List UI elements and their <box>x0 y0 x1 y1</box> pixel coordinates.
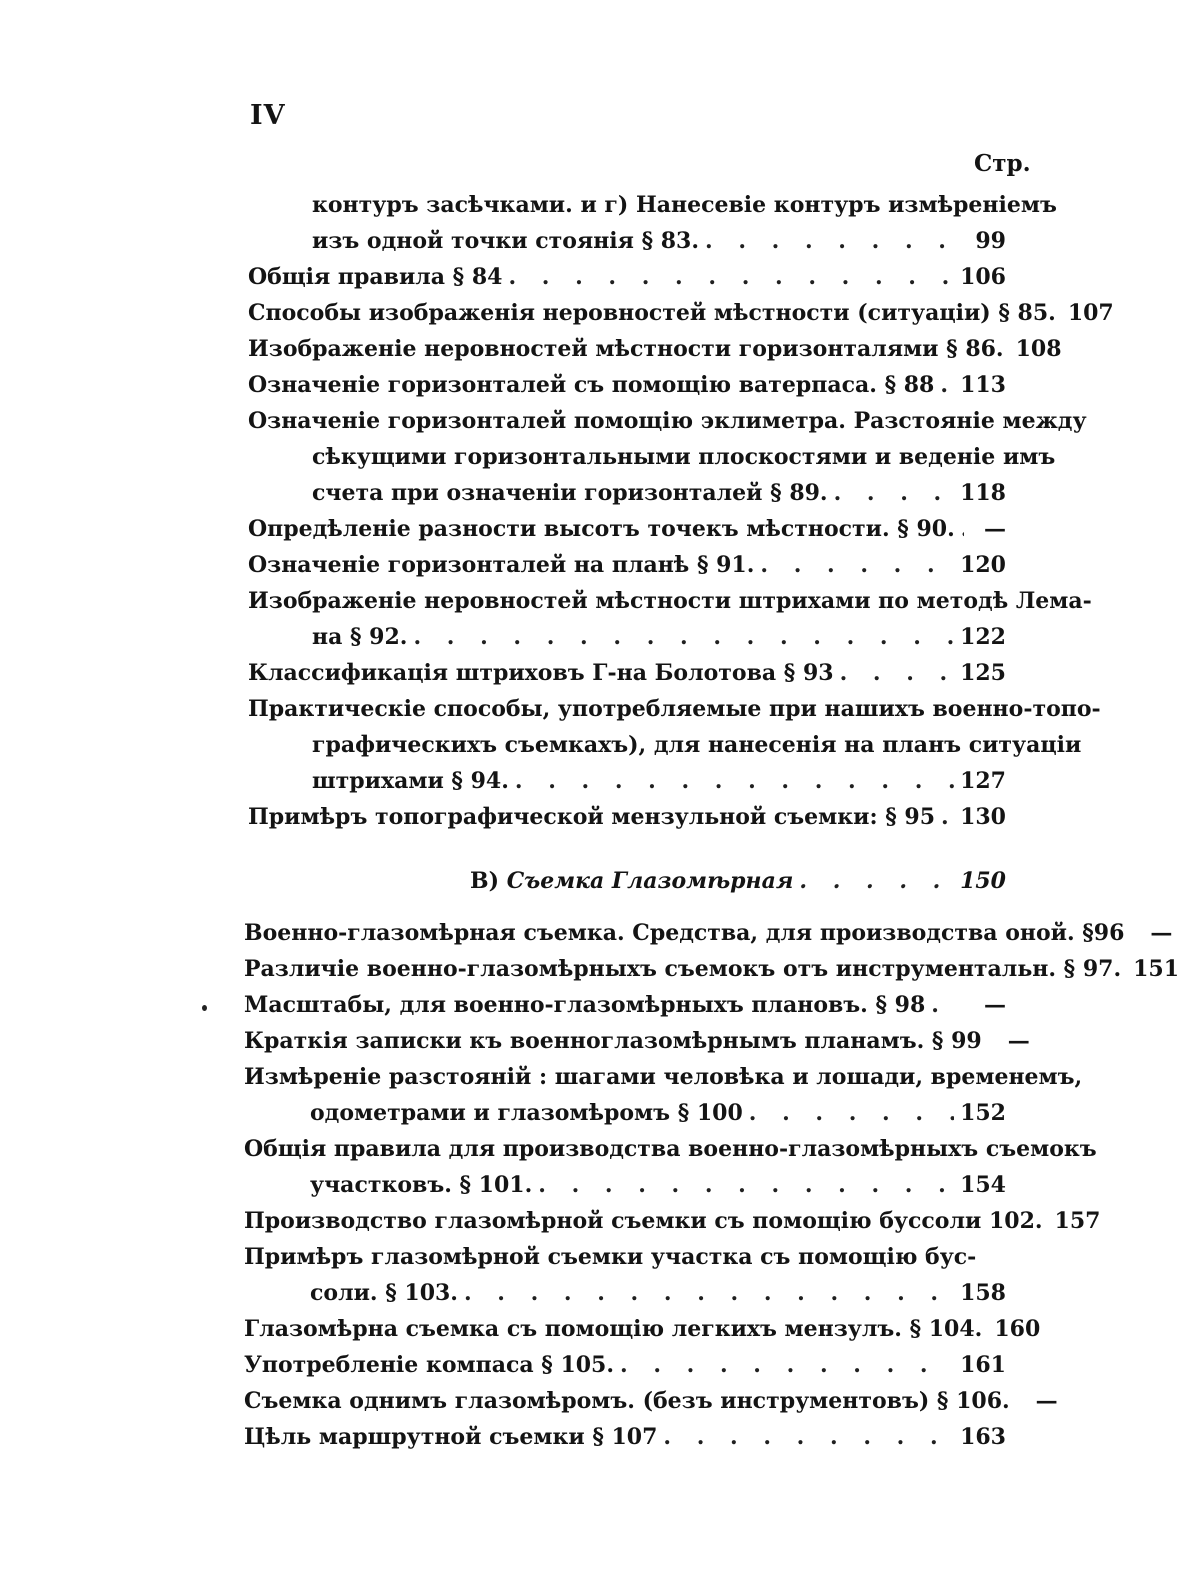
toc-entry: Общія правила для производства военно-глазомѣрныхъ съемокъ <box>244 1136 1097 1162</box>
toc-entry: Общія правила § 84 . . . 106 <box>248 264 1006 300</box>
toc-entry: Означеніе горизонталей съ помощію ватерпаса. § 88 . . . 113 <box>248 372 1006 408</box>
toc-entry: штрихами § 94. . . . 127 <box>312 768 1006 804</box>
toc-page-number: 158 <box>960 1280 1006 1306</box>
toc-page-number: 122 <box>960 624 1006 650</box>
toc-entry: Краткія записки къ военноглазомѣрнымъ планамъ. § 99 — <box>244 1028 1030 1054</box>
toc-page-number: 120 <box>960 552 1006 578</box>
toc-page-number: — <box>984 992 1006 1018</box>
toc-entry: счета при означеніи горизонталей § 89. . . . 118 <box>312 480 1006 516</box>
toc-page-number: 106 <box>960 264 1006 290</box>
toc-page-number: — <box>1007 1028 1030 1054</box>
toc-entry: контуръ засѣчками. и г) Нанесевіе контуръ измѣреніемъ <box>312 192 1057 218</box>
section-heading <box>470 868 1006 904</box>
toc-entry: Означеніе горизонталей на планѣ § 91. . . . 120 <box>248 552 1006 588</box>
toc-entry: Классификація штриховъ Г-на Болотова § 93 . . . 125 <box>248 660 1006 696</box>
toc-page-number: — <box>984 516 1006 542</box>
toc-entry: участковъ. § 101. . . . 154 <box>310 1172 1006 1208</box>
toc-page-number: 107 <box>1067 300 1114 326</box>
toc-entry: Изображеніе неровностей мѣстности горизонталями § 86. 108 <box>248 336 1062 362</box>
toc-entry: Означеніе горизонталей помощію эклиметра. Разстояніе между <box>248 408 1087 434</box>
toc-page-number: 154 <box>960 1172 1006 1198</box>
toc-page-number: 151 <box>1133 956 1180 982</box>
toc-entry: на § 92. . . . 122 <box>312 624 1006 660</box>
toc-entry: одометрами и глазомѣромъ § 100 . . . 152 <box>310 1100 1006 1136</box>
page-column-header: Стр. <box>974 150 1031 177</box>
toc-entry: Масштабы, для военно-глазомѣрныхъ плановъ. § 98 . . . — <box>244 992 1006 1028</box>
toc-page-number: 125 <box>960 660 1006 686</box>
toc-page-number: 160 <box>994 1316 1041 1342</box>
toc-entry: Глазомѣрна съемка съ помощію легкихъ мензулъ. § 104. 160 <box>244 1316 1041 1342</box>
toc-entry: сѣкущими горизонтальными плоскостями и веденіе имъ <box>312 444 1056 470</box>
toc-page-number: 150 <box>960 868 1006 894</box>
toc-page-number: 157 <box>1054 1208 1101 1234</box>
toc-page-number: 118 <box>960 480 1006 506</box>
ink-speck <box>202 1005 207 1011</box>
toc-entry: Съемка однимъ глазомѣромъ. (безъ инструментовъ) § 106. — <box>244 1388 1058 1414</box>
toc-entry: изъ одной точки стоянія § 83. . . . 99 <box>312 228 1006 264</box>
toc-entry: Цѣль маршрутной съемки § 107 . . . 163 <box>244 1424 1006 1460</box>
toc-entry: Производство глазомѣрной съемки съ помощію буссоли 102. 157 <box>244 1208 1101 1234</box>
toc-page-number: 113 <box>960 372 1006 398</box>
toc-page-number: — <box>1035 1388 1058 1414</box>
toc-page-number: 152 <box>960 1100 1006 1126</box>
toc-page-number: — <box>1150 920 1173 946</box>
toc-entry: Военно-глазомѣрная съемка. Средства, для производства оной. §96 — <box>244 920 1173 946</box>
toc-page-number: 99 <box>975 228 1006 254</box>
page-number: IV <box>250 100 286 131</box>
toc-entry: Примѣръ топографической мензульной съемки: § 95 . . . 130 <box>248 804 1006 840</box>
toc-entry: Опредѣленіе разности высотъ точекъ мѣстности. § 90. . . . — <box>248 516 1006 552</box>
section-title: Съемка Глазомѣрная <box>506 868 794 894</box>
toc-entry: Практическіе способы, употребляемые при нашихъ военно-топо- <box>248 696 1101 722</box>
section-label: B) <box>470 868 500 894</box>
toc-entry: Примѣръ глазомѣрной съемки участка съ помощію бус- <box>244 1244 977 1270</box>
toc-entry: Изображеніе неровностей мѣстности штрихами по методѣ Лема- <box>248 588 1092 614</box>
toc-entry: Измѣреніе разстояній : шагами человѣка и лошади, временемъ, <box>244 1064 1083 1090</box>
toc-entry: Способы изображенія неровностей мѣстности (ситуаціи) § 85. 107 <box>248 300 1114 326</box>
toc-entry: графическихъ съемкахъ), для нанесенія на планъ ситуаціи <box>312 732 1082 758</box>
toc-entry: Употребленіе компаса § 105. . . . 161 <box>244 1352 1006 1388</box>
toc-page-number: 161 <box>960 1352 1006 1378</box>
toc-entry: соли. § 103. . . . 158 <box>310 1280 1006 1316</box>
toc-page-number: 163 <box>960 1424 1006 1450</box>
toc-page-number: 127 <box>960 768 1006 794</box>
toc-entry: Различіе военно-глазомѣрныхъ съемокъ отъ инструментальн. § 97. 151 <box>244 956 1180 982</box>
toc-page-number: 130 <box>960 804 1006 830</box>
toc-page-number: 108 <box>1015 336 1062 362</box>
